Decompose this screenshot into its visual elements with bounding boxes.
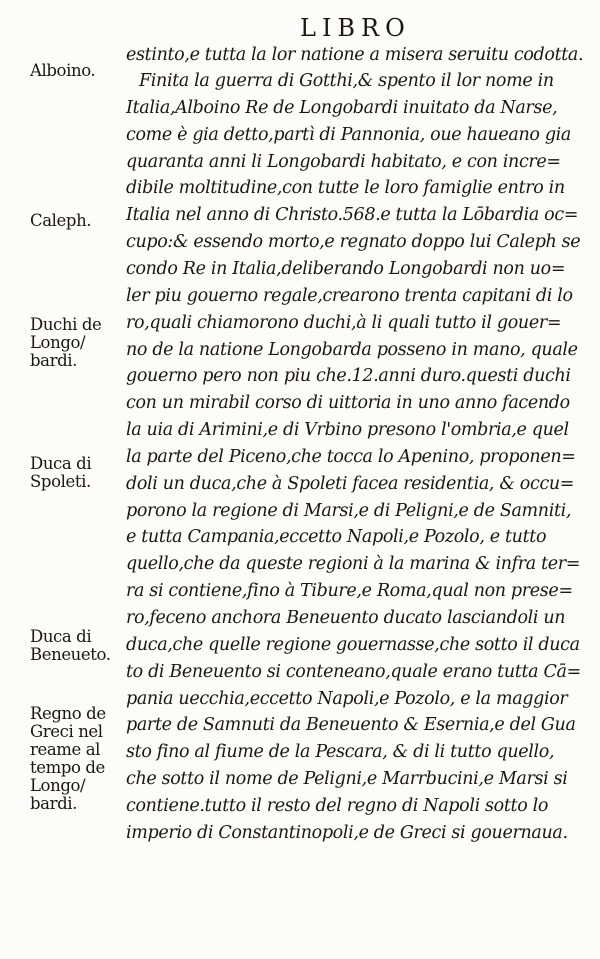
text-line: gouerno pero non piu che.12.anni duro.questi duchi [126,366,571,387]
text-line: imperio di Constantinopoli,e de Greci si gouernaua. [126,822,568,843]
margin-note [30,455,126,491]
margin-note [30,628,126,664]
text-line: ler piu gouerno regale,crearono trenta capitani di lo [126,285,573,306]
text-line: sto fino al fiume de la Pescara, & di li tutto quello, [126,742,555,763]
margin-note-line: Longo/ [30,776,86,795]
margin-note-line: Regno de [30,704,106,723]
margin-note [30,212,126,230]
margin-note [30,62,126,80]
margin-note [30,316,126,370]
margin-note-line: bardi. [30,351,77,370]
margin-note-line: Caleph. [30,211,92,230]
text-line: condo Re in Italia,deliberando Longobardi non uo= [126,258,566,279]
text-line: quello,che da queste regioni à la marina & infra ter= [126,554,581,575]
text-line: dibile moltitudine,con tutte le loro famiglie entro in [126,178,565,199]
margin-note-line: Duca di [30,627,92,646]
text-line: Italia,Alboino Re de Longobardi inuitato da Narse, [126,97,558,118]
text-line: che sotto il nome de Peligni,e Marrbucini,e Marsi si [126,769,568,790]
text-line: la parte del Piceno,che tocca lo Apenino, proponen= [126,446,576,467]
text-line: contiene.tutto il resto del regno di Napoli sotto lo [126,795,549,816]
margin-note-line: Duchi de [30,315,102,334]
margin-note-line: bardi. [30,794,77,813]
text-line: come è gia detto,partì di Pannonia, oue haueano gia [126,124,572,145]
text-line: la uia di Arimini,e di Vrbino presono l'ombria,e quel [126,420,569,441]
text-line: estinto,e tutta la lor natione a misera seruitu codotta. [126,45,584,65]
text-line: duca,che quelle regione gouernasse,che sotto il duca [126,634,580,655]
text-line: ro,feceno anchora Beneuento ducato lasciandoli un [126,608,566,628]
text-line: quaranta anni li Longobardi habitato, e con incre= [126,151,561,172]
text-line: to di Beneuento si conteneano,quale erano tutta Cā= [126,661,581,682]
text-line: cupo:& essendo morto,e regnato doppo lui Caleph se [126,232,581,253]
text-line: Finita la guerra di Gotthi,& spento il lor nome in [139,71,554,91]
margin-note-line: reame al [30,740,101,759]
text-line: con un mirabil corso di uittoria in uno anno facendo [126,393,570,414]
text-line: ra si contiene,fino à Tibure,e Roma,qual non prese= [126,581,573,602]
text-line: parte de Samnuti da Beneuento & Esernia,e del Gua [126,715,576,736]
text-line: Italia nel anno di Christo.568.e tutta la Lōbardia oc= [126,205,579,226]
margin-note-line: Greci nel [30,722,103,741]
margin-note-line: Beneueto. [30,645,111,664]
text-line: porono la regione di Marsi,e di Peligni,e de Samniti, [126,500,572,521]
text-line: doli un duca,che à Spoleti facea residentia, & occu= [126,473,575,494]
margin-note-line: Alboino. [30,61,96,80]
text-line: e tutta Campania,eccetto Napoli,e Pozolo, e tutto [126,527,547,548]
text-line: pania uecchia,eccetto Napoli,e Pozolo, e la maggior [126,688,568,709]
text-line: no de la natione Longobarda posseno in mano, quale [126,339,578,360]
margin-note-line: Spoleti. [30,472,91,491]
running-head: LIBRO [300,14,411,42]
margin-note-line: Duca di [30,454,92,473]
margin-note [30,705,126,813]
text-line: ro,quali chiamorono duchi,à li quali tutto il gouer= [126,312,562,333]
margin-note-line: Longo/ [30,333,86,352]
margin-note-line: tempo de [30,758,105,777]
